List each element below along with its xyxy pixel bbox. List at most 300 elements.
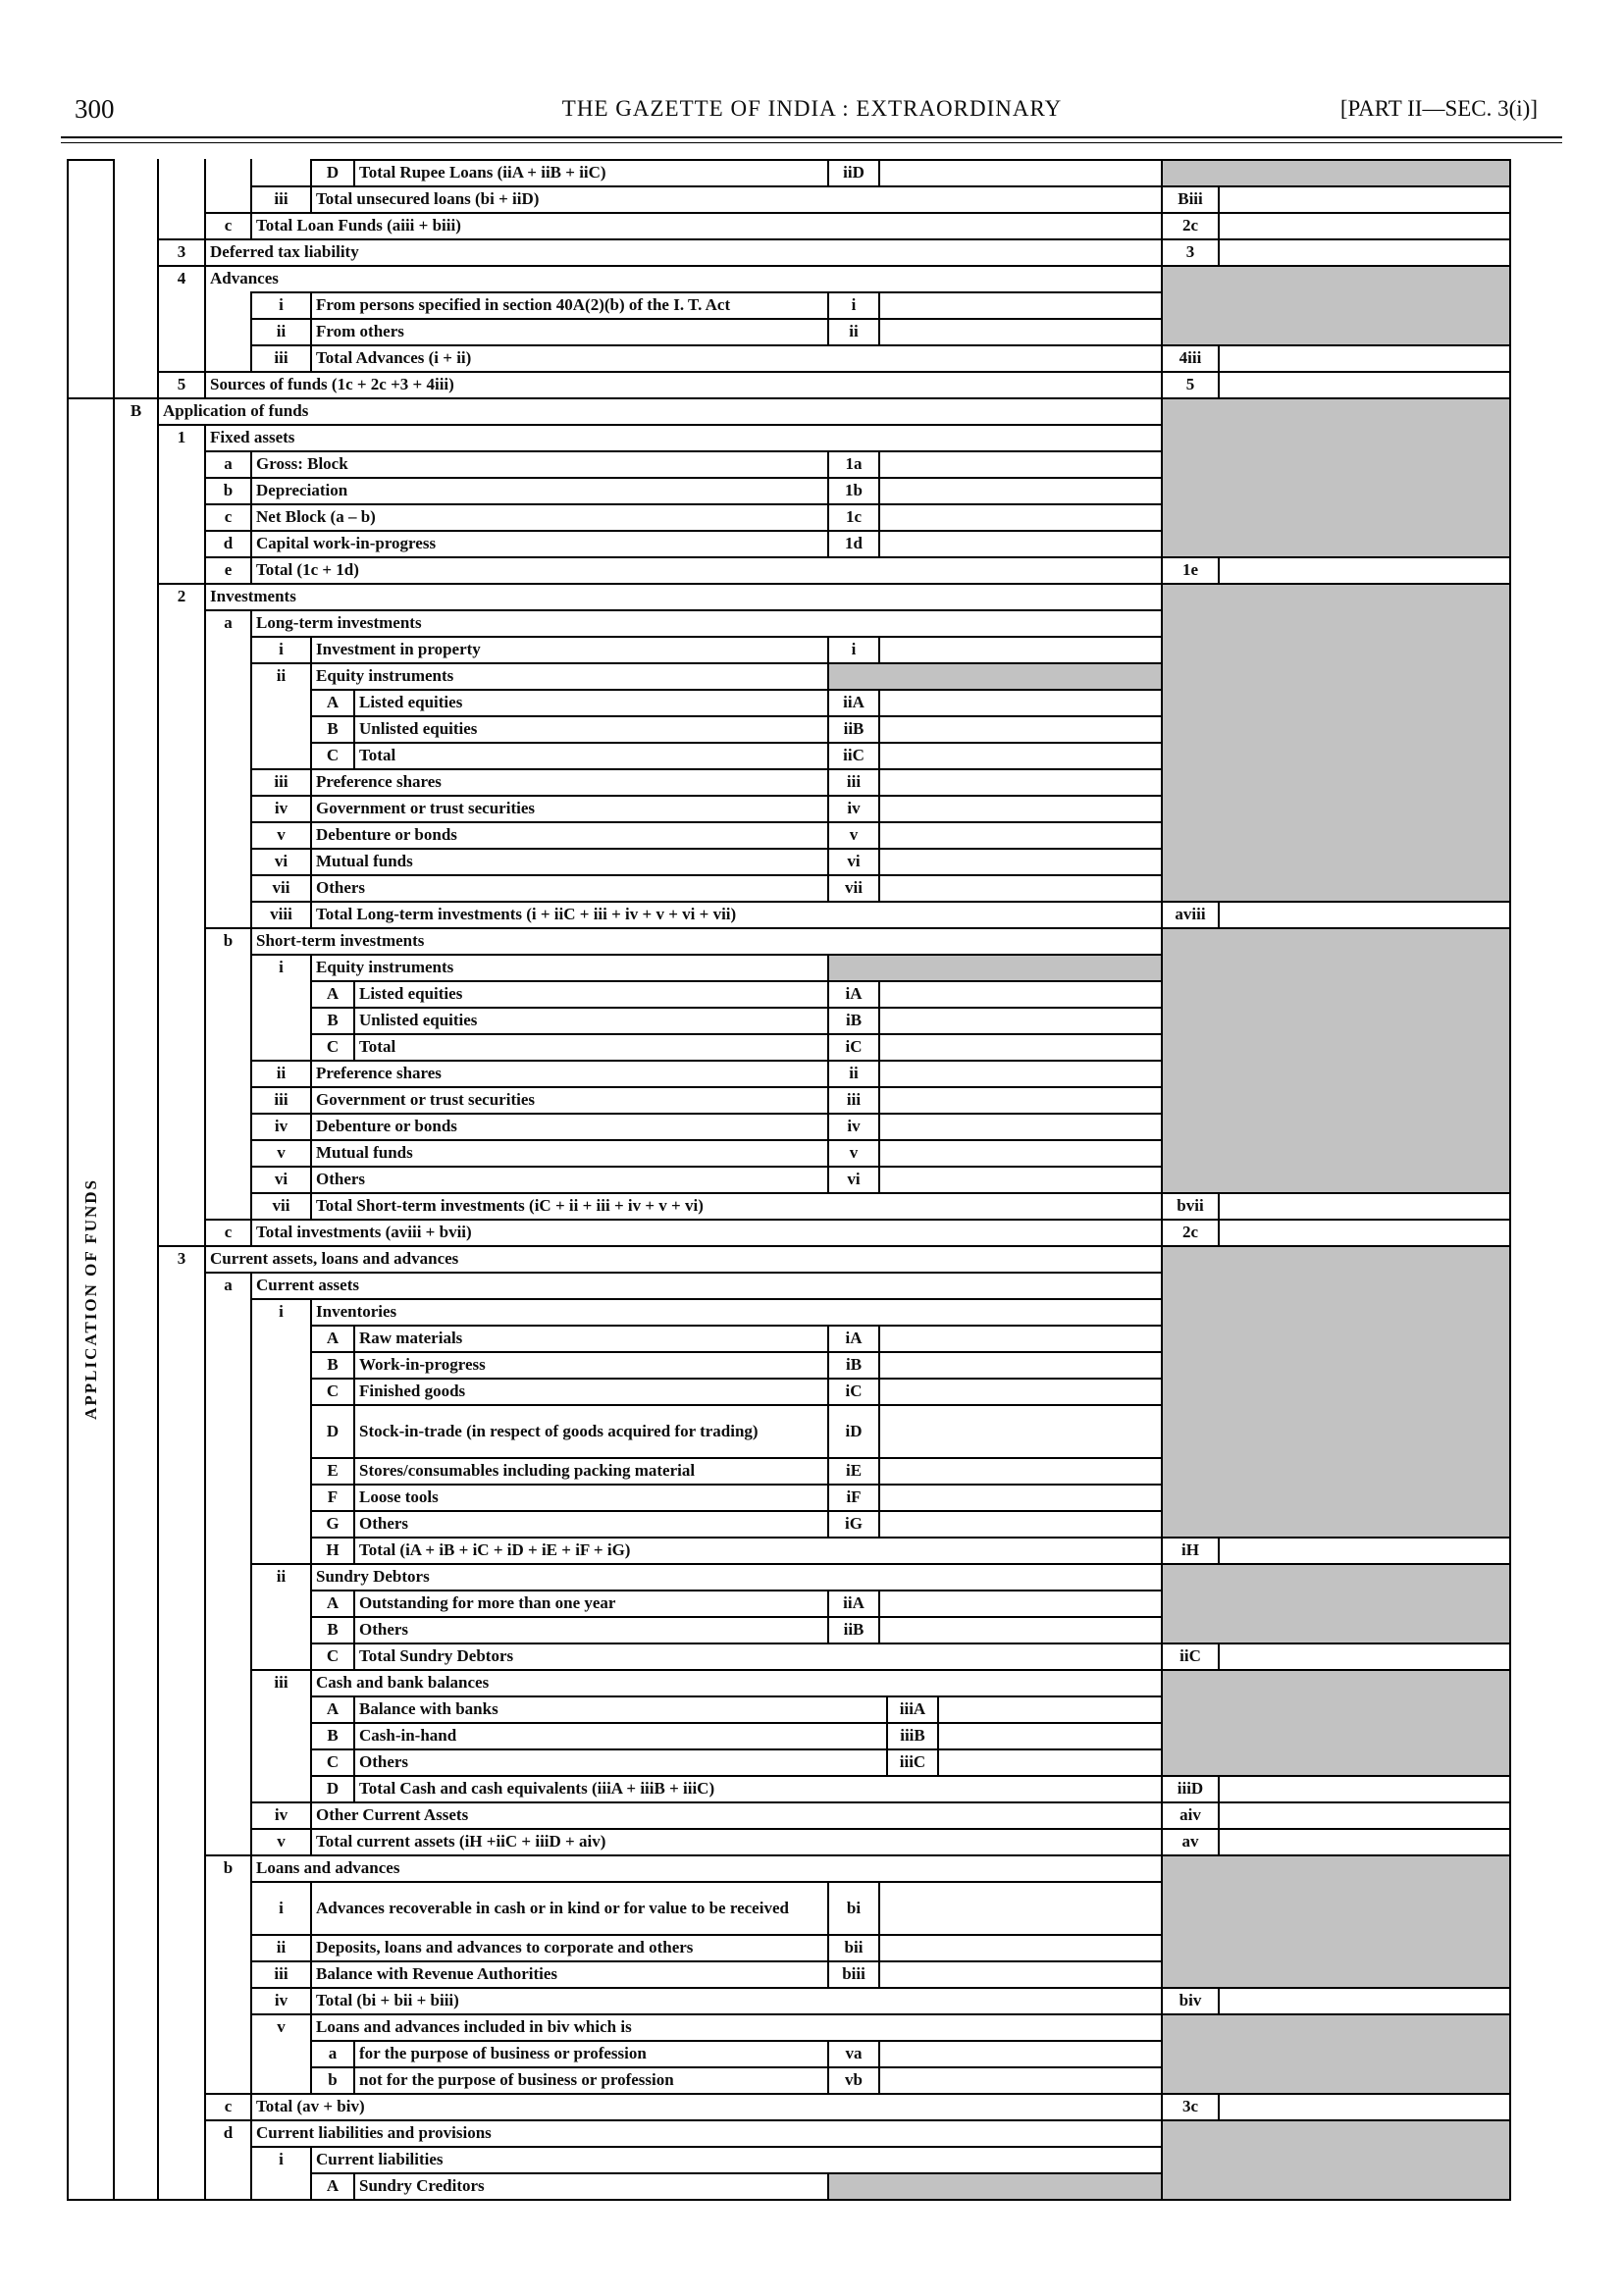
row-label: C: [312, 1033, 355, 1060]
ancestor-column-cell: [206, 2013, 252, 2040]
table-row: [115, 1828, 1511, 1854]
right-gray-block: [1163, 2040, 1511, 2066]
table-row: [115, 503, 1511, 530]
table-row: [115, 609, 1511, 636]
row-value-field: [880, 689, 1163, 715]
row-code: av: [1163, 1828, 1220, 1854]
row-label: 1: [159, 424, 206, 450]
table-rows: [115, 159, 1511, 2199]
row-value-field: [939, 1748, 1163, 1775]
table-row: [115, 159, 1511, 185]
ancestor-column-cell: [206, 1351, 252, 1378]
table-row: [115, 318, 1511, 344]
row-desc: Preference shares: [312, 768, 829, 795]
ancestor-column-cell: [115, 1881, 159, 1934]
row-code: iv: [829, 795, 880, 821]
right-gray-block: [1163, 265, 1511, 291]
page-number: 300: [75, 94, 115, 124]
table-row: [115, 1881, 1511, 1934]
row-value-field: [880, 980, 1163, 1007]
right-gray-block: [1163, 503, 1511, 530]
ancestor-column-cell: [115, 1139, 159, 1166]
row-label: iv: [252, 795, 312, 821]
ancestor-column-cell: [206, 1748, 252, 1775]
row-label: v: [252, 821, 312, 848]
ancestor-column-cell: [206, 159, 252, 185]
row-label: v: [252, 1828, 312, 1854]
row-desc: Mutual funds: [312, 848, 829, 874]
row-label: 3: [159, 238, 206, 265]
ancestor-column-cell: [206, 1960, 252, 1987]
ancestor-column-cell: [159, 980, 206, 1007]
row-desc: Long-term investments: [252, 609, 1163, 636]
table-row: [115, 1033, 1511, 1060]
row-value-field: [880, 1086, 1163, 1113]
application-of-funds-vertical-label: APPLICATION OF FUNDS: [80, 1178, 100, 1420]
ancestor-column-cell: [115, 689, 159, 715]
row-label: A: [312, 1590, 355, 1616]
row-desc: Others: [312, 1166, 829, 1192]
ancestor-column-cell: [115, 1086, 159, 1113]
row-desc: Investments: [206, 583, 1163, 609]
row-desc: for the purpose of business or profession: [355, 2040, 829, 2066]
ancestor-column-cell: [159, 1722, 206, 1748]
row-label: A: [312, 980, 355, 1007]
row-desc: Current liabilities: [312, 2146, 1163, 2172]
row-label: i: [252, 2146, 312, 2172]
row-code: va: [829, 2040, 880, 2066]
ancestor-column-cell: [159, 1854, 206, 1881]
table-row: [115, 397, 1511, 424]
ancestor-column-cell: [159, 689, 206, 715]
ancestor-column-cell: [115, 1219, 159, 1245]
right-gray-block: [1163, 2172, 1511, 2199]
right-gray-block: [1163, 1325, 1511, 1351]
ancestor-column-cell: [206, 185, 252, 212]
right-gray-block: [1163, 1722, 1511, 1748]
ancestor-column-cell: [252, 1457, 312, 1484]
row-label: A: [312, 2172, 355, 2199]
row-label: C: [312, 1643, 355, 1669]
row-desc: Total Cash and cash equivalents (iiiA + iiiB + iiiC): [355, 1775, 1163, 1801]
row-label: vi: [252, 1166, 312, 1192]
ancestor-column-cell: [159, 1378, 206, 1404]
balance-sheet-table: [67, 159, 1511, 2201]
right-gray-block: [1163, 689, 1511, 715]
row-label: 4: [159, 265, 206, 291]
ancestor-column-cell: [115, 1378, 159, 1404]
table-row: [115, 1510, 1511, 1537]
row-code: iD: [829, 1404, 880, 1457]
table-row: [115, 848, 1511, 874]
row-code: iii: [829, 768, 880, 795]
row-desc: Total: [355, 742, 829, 768]
ancestor-column-cell: [206, 1801, 252, 1828]
ancestor-column-cell: [159, 1060, 206, 1086]
ancestor-column-cell: [252, 159, 312, 185]
row-label: C: [312, 742, 355, 768]
right-gray-block: [1163, 1245, 1511, 1272]
right-gray-block: [1163, 1404, 1511, 1457]
row-label: iii: [252, 344, 312, 371]
row-desc: Fixed assets: [206, 424, 1163, 450]
right-gray-block: [1163, 1854, 1511, 1881]
row-value-field: [1220, 1219, 1511, 1245]
row-code: 1c: [829, 503, 880, 530]
row-desc: Others: [355, 1510, 829, 1537]
ancestor-column-cell: [252, 2172, 312, 2199]
row-desc: Unlisted equities: [355, 715, 829, 742]
table-row: [115, 689, 1511, 715]
row-label: ii: [252, 662, 312, 689]
row-desc: Total (iA + iB + iC + iD + iE + iF + iG): [355, 1537, 1163, 1563]
right-gray-block: [1163, 2146, 1511, 2172]
row-code: iA: [829, 980, 880, 1007]
ancestor-column-cell: [252, 1404, 312, 1457]
right-gray-block: [1163, 1378, 1511, 1404]
ancestor-column-cell: [115, 954, 159, 980]
table-row: [115, 2040, 1511, 2066]
table-row: [115, 212, 1511, 238]
ancestor-column-cell: [115, 1113, 159, 1139]
row-desc: From persons specified in section 40A(2)(b) of the I. T. Act: [312, 291, 829, 318]
ancestor-column-cell: [115, 1695, 159, 1722]
row-code: bvii: [1163, 1192, 1220, 1219]
right-gray-block: [1163, 768, 1511, 795]
row-code: iiB: [829, 1616, 880, 1643]
row-label: i: [252, 1298, 312, 1325]
table-row: [115, 1695, 1511, 1722]
ancestor-column-cell: [159, 185, 206, 212]
row-desc: Debenture or bonds: [312, 1113, 829, 1139]
ancestor-column-cell: [115, 1325, 159, 1351]
row-code: iiiD: [1163, 1775, 1220, 1801]
ancestor-column-cell: [206, 954, 252, 980]
row-desc: Loans and advances: [252, 1854, 1163, 1881]
right-gray-block: [1163, 1086, 1511, 1113]
ancestor-column-cell: [115, 503, 159, 530]
row-value-field: [1220, 238, 1511, 265]
ancestor-column-cell: [159, 874, 206, 901]
table-row: [115, 1537, 1511, 1563]
ancestor-column-cell: [159, 1934, 206, 1960]
row-value-field: [880, 1404, 1163, 1457]
row-value-field: [880, 821, 1163, 848]
right-gray-block: [1163, 1113, 1511, 1139]
row-label: B: [312, 1722, 355, 1748]
row-value-field: [880, 159, 1163, 185]
row-label: A: [312, 1695, 355, 1722]
right-gray-block: [1163, 397, 1511, 424]
ancestor-column-cell: [252, 1033, 312, 1060]
table-row: [115, 265, 1511, 291]
right-gray-block: [1163, 2066, 1511, 2093]
table-row: [115, 1748, 1511, 1775]
ancestor-column-cell: [159, 212, 206, 238]
ancestor-column-cell: [252, 1775, 312, 1801]
row-code: bii: [829, 1934, 880, 1960]
ancestor-column-cell: [206, 742, 252, 768]
ancestor-column-cell: [159, 1748, 206, 1775]
row-desc: Unlisted equities: [355, 1007, 829, 1033]
right-gray-block: [1163, 715, 1511, 742]
table-row: [115, 1351, 1511, 1378]
row-desc: Total Advances (i + ii): [312, 344, 1163, 371]
table-row: [115, 742, 1511, 768]
ancestor-column-cell: [206, 2040, 252, 2066]
ancestor-column-cell: [206, 848, 252, 874]
row-code: iB: [829, 1007, 880, 1033]
ancestor-column-cell: [206, 1192, 252, 1219]
ancestor-column-cell: [115, 1934, 159, 1960]
ancestor-column-cell: [159, 530, 206, 556]
right-gray-block: [1163, 1457, 1511, 1484]
row-code: vi: [829, 848, 880, 874]
table-row: [115, 2119, 1511, 2146]
ancestor-column-cell: [115, 238, 159, 265]
row-label: B: [312, 1007, 355, 1033]
row-value-field: [880, 1325, 1163, 1351]
row-desc: Total: [355, 1033, 829, 1060]
ancestor-column-cell: [252, 1378, 312, 1404]
row-label: D: [312, 1404, 355, 1457]
row-desc: Sources of funds (1c + 2c +3 + 4iii): [206, 371, 1163, 397]
right-gray-block: [1163, 1563, 1511, 1590]
row-label: iv: [252, 1801, 312, 1828]
row-value-field: [880, 1113, 1163, 1139]
row-value-field: [880, 1457, 1163, 1484]
row-desc: Gross: Block: [252, 450, 829, 477]
row-label: i: [252, 954, 312, 980]
ancestor-column-cell: [159, 1590, 206, 1616]
right-gray-block: [1163, 2013, 1511, 2040]
right-gray-block: [1163, 2119, 1511, 2146]
row-desc: Balance with Revenue Authorities: [312, 1960, 829, 1987]
row-value-field: [1220, 556, 1511, 583]
ancestor-column-cell: [252, 1351, 312, 1378]
row-label: 2: [159, 583, 206, 609]
ancestor-column-cell: [115, 556, 159, 583]
row-desc: Current assets: [252, 1272, 1163, 1298]
ancestor-column-cell: [159, 821, 206, 848]
table-row: [115, 1166, 1511, 1192]
row-value-field: [880, 1351, 1163, 1378]
ancestor-column-cell: [115, 662, 159, 689]
ancestor-column-cell: [115, 1510, 159, 1537]
row-desc: Total Rupee Loans (iiA + iiB + iiC): [355, 159, 829, 185]
ancestor-column-cell: [159, 291, 206, 318]
ancestor-column-cell: [159, 609, 206, 636]
ancestor-column-cell: [159, 1113, 206, 1139]
row-desc: Total Short-term investments (iC + ii + iii + iv + v + vi): [312, 1192, 1163, 1219]
ancestor-column-cell: [159, 1219, 206, 1245]
row-desc: Mutual funds: [312, 1139, 829, 1166]
row-desc: Total Loan Funds (aiii + biii): [252, 212, 1163, 238]
row-label: iv: [252, 1113, 312, 1139]
row-desc: From others: [312, 318, 829, 344]
row-code: 3: [1163, 238, 1220, 265]
row-value-field: [880, 450, 1163, 477]
row-label: iii: [252, 1669, 312, 1695]
row-value-field: [1220, 1775, 1511, 1801]
row-value-field: [880, 1960, 1163, 1987]
row-value-field: [880, 2066, 1163, 2093]
row-value-field: [1220, 1801, 1511, 1828]
row-value-field: [939, 1722, 1163, 1748]
right-gray-block: [1163, 927, 1511, 954]
ancestor-column-cell: [159, 2093, 206, 2119]
row-desc: Advances recoverable in cash or in kind or for value to be received: [312, 1881, 829, 1934]
ancestor-column-cell: [115, 2172, 159, 2199]
ancestor-column-cell: [159, 556, 206, 583]
table-row: [115, 1139, 1511, 1166]
right-gray-block: [1163, 530, 1511, 556]
row-code: iiiB: [888, 1722, 939, 1748]
right-gray-block: [1163, 1590, 1511, 1616]
row-label: vi: [252, 848, 312, 874]
ancestor-column-cell: [159, 1510, 206, 1537]
row-desc: Work-in-progress: [355, 1351, 829, 1378]
table-row: [115, 1457, 1511, 1484]
ancestor-column-cell: [252, 689, 312, 715]
ancestor-column-cell: [115, 2093, 159, 2119]
row-desc: Total (av + biv): [252, 2093, 1163, 2119]
row-desc: Equity instruments: [312, 954, 829, 980]
row-desc: Loose tools: [355, 1484, 829, 1510]
table-row: [115, 2172, 1511, 2199]
ancestor-column-cell: [115, 530, 159, 556]
ancestor-column-cell: [252, 980, 312, 1007]
ancestor-column-cell: [206, 2066, 252, 2093]
ancestor-column-cell: [206, 1563, 252, 1590]
side-strip-upper-cell: [69, 159, 115, 397]
row-code: iC: [829, 1033, 880, 1060]
row-desc: Raw materials: [355, 1325, 829, 1351]
right-gray-block: [1163, 450, 1511, 477]
row-label: A: [312, 1325, 355, 1351]
row-desc: Total Long-term investments (i + iiC + iii + iv + v + vi + vii): [312, 901, 1163, 927]
row-desc: Outstanding for more than one year: [355, 1590, 829, 1616]
row-label: d: [206, 2119, 252, 2146]
right-gray-block: [1163, 1139, 1511, 1166]
ancestor-column-cell: [206, 1616, 252, 1643]
right-gray-block: [1163, 1166, 1511, 1192]
table-row: [115, 1960, 1511, 1987]
ancestor-column-cell: [206, 1457, 252, 1484]
row-label: b: [206, 927, 252, 954]
ancestor-column-cell: [115, 1590, 159, 1616]
ancestor-column-cell: [159, 927, 206, 954]
row-label: b: [206, 1854, 252, 1881]
row-label: 5: [159, 371, 206, 397]
ancestor-column-cell: [206, 662, 252, 689]
ancestor-column-cell: [115, 185, 159, 212]
ancestor-column-cell: [115, 1775, 159, 1801]
table-row: [115, 1854, 1511, 1881]
row-value-field: [1220, 371, 1511, 397]
ancestor-column-cell: [115, 1404, 159, 1457]
row-label: b: [312, 2066, 355, 2093]
ancestor-column-cell: [115, 848, 159, 874]
row-desc: Preference shares: [312, 1060, 829, 1086]
ancestor-column-cell: [159, 1643, 206, 1669]
ancestor-column-cell: [159, 344, 206, 371]
ancestor-column-cell: [159, 1351, 206, 1378]
ancestor-column-cell: [115, 2146, 159, 2172]
row-code: 2c: [1163, 1219, 1220, 1245]
ancestor-column-cell: [252, 715, 312, 742]
right-gray-block: [1163, 1351, 1511, 1378]
row-code: bi: [829, 1881, 880, 1934]
row-code: i: [829, 291, 880, 318]
row-code: vi: [829, 1166, 880, 1192]
table-row: [115, 1801, 1511, 1828]
ancestor-column-cell: [159, 848, 206, 874]
ancestor-column-cell: [159, 1828, 206, 1854]
row-code: iB: [829, 1351, 880, 1378]
table-row: [115, 662, 1511, 689]
table-row: [115, 954, 1511, 980]
row-label: a: [206, 1272, 252, 1298]
right-gray-block: [1163, 609, 1511, 636]
row-label: i: [252, 1881, 312, 1934]
table-row: [115, 901, 1511, 927]
row-desc: Debenture or bonds: [312, 821, 829, 848]
row-desc: Total (bi + bii + biii): [312, 1987, 1163, 2013]
ancestor-column-cell: [115, 1245, 159, 1272]
row-value-field: [880, 874, 1163, 901]
table-row: [115, 1219, 1511, 1245]
table-row: [115, 556, 1511, 583]
ancestor-column-cell: [252, 1484, 312, 1510]
right-gray-block: [1163, 1960, 1511, 1987]
row-desc: Cash-in-hand: [355, 1722, 888, 1748]
table-row: [115, 1722, 1511, 1748]
row-label: iii: [252, 768, 312, 795]
gray-field-cell: [829, 662, 1163, 689]
ancestor-column-cell: [159, 1775, 206, 1801]
ancestor-column-cell: [115, 2040, 159, 2066]
row-label: ii: [252, 1060, 312, 1086]
row-label: v: [252, 1139, 312, 1166]
table-row: [115, 1563, 1511, 1590]
row-code: aiv: [1163, 1801, 1220, 1828]
row-desc: Current liabilities and provisions: [252, 2119, 1163, 2146]
row-desc: Deferred tax liability: [206, 238, 1163, 265]
row-desc: Sundry Creditors: [355, 2172, 829, 2199]
row-code: iiD: [829, 159, 880, 185]
table-row: [115, 1325, 1511, 1351]
ancestor-column-cell: [115, 1563, 159, 1590]
table-row: [115, 636, 1511, 662]
ancestor-column-cell: [115, 1272, 159, 1298]
ancestor-column-cell: [206, 768, 252, 795]
gray-field-cell: [829, 2172, 1163, 2199]
row-label: B: [312, 715, 355, 742]
ancestor-column-cell: [206, 636, 252, 662]
ancestor-column-cell: [206, 1007, 252, 1033]
right-gray-block: [1163, 848, 1511, 874]
right-gray-block: [1163, 980, 1511, 1007]
row-code: iiiA: [888, 1695, 939, 1722]
ancestor-column-cell: [206, 1404, 252, 1457]
ancestor-column-cell: [115, 1484, 159, 1510]
row-code: ii: [829, 1060, 880, 1086]
row-code: iiA: [829, 689, 880, 715]
ancestor-column-cell: [115, 344, 159, 371]
ancestor-column-cell: [115, 1192, 159, 1219]
ancestor-column-cell: [115, 1748, 159, 1775]
